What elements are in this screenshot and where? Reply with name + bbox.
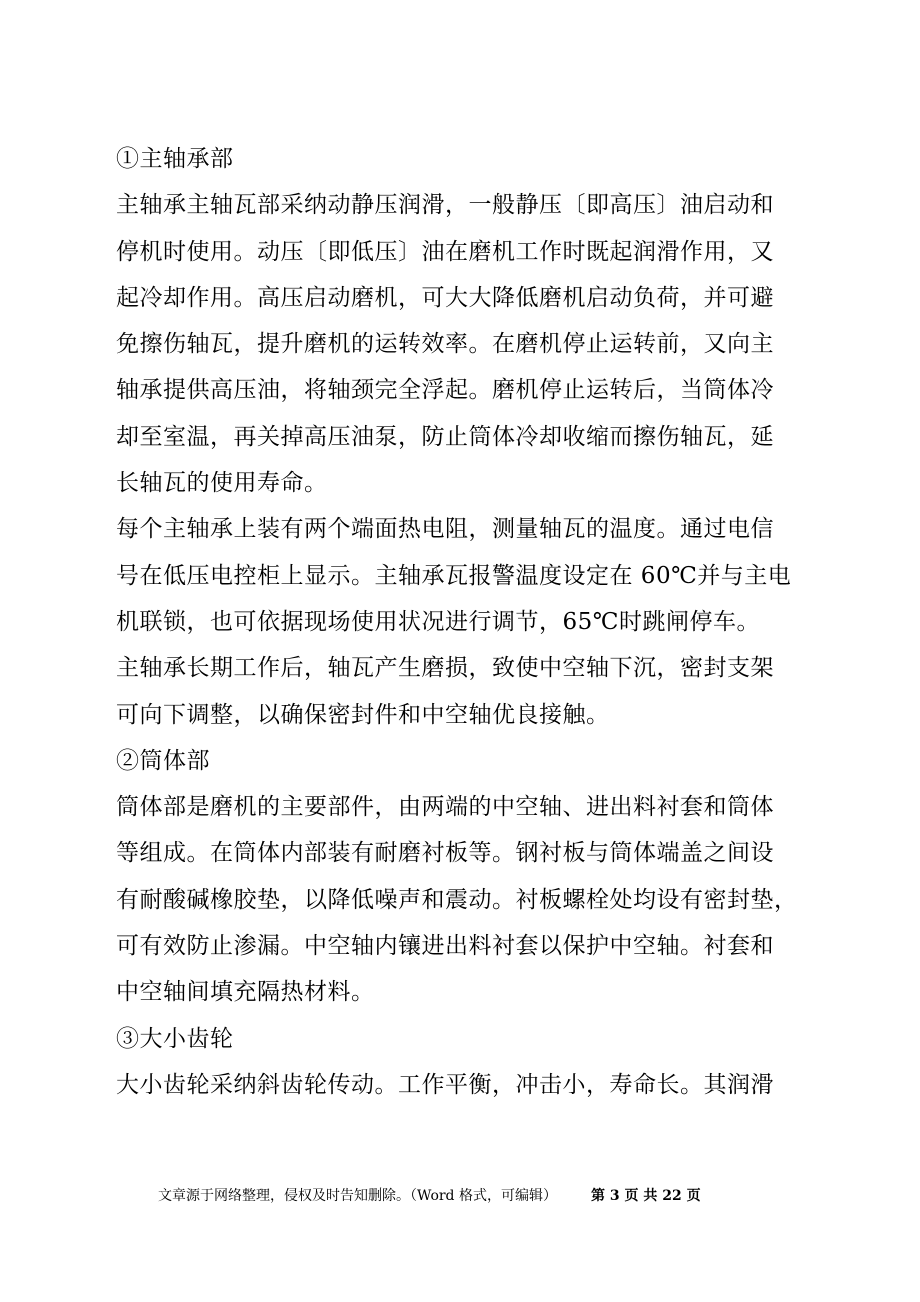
paragraph-line: 却至室温，再关掉高压油泵，防止筒体冷却收缩而擦伤轴瓦，延 bbox=[116, 423, 774, 450]
paragraph-line: 号在低压电控柜上显示。主轴承瓦报警温度设定在 60℃并与主电 bbox=[116, 562, 792, 589]
footer-note: 文章源于网络整理，侵权及时告知删除。（Word 格式，可编辑） bbox=[158, 1188, 557, 1204]
paragraph-line: 中空轴间填充隔热材料。 bbox=[116, 979, 375, 1006]
section-heading-main-bearing: ①主轴承部 bbox=[116, 146, 234, 172]
paragraph-line: 可有效防止渗漏。中空轴内镶进出料衬套以保护中空轴。衬套和 bbox=[116, 933, 774, 960]
document-body bbox=[116, 136, 816, 1108]
paragraph-line: 等组成。在筒体内部装有耐磨衬板等。钢衬板与筒体端盖之间设 bbox=[116, 840, 774, 867]
paragraph-line: 大小齿轮采纳斜齿轮传动。工作平衡，冲击小，寿命长。其润滑 bbox=[116, 1071, 774, 1098]
paragraph-line: 轴承提供高压油，将轴颈完全浮起。磨机停止运转后，当筒体冷 bbox=[116, 377, 774, 404]
page-footer bbox=[158, 1186, 701, 1206]
paragraph-line: 机联锁，也可依据现场使用状况进行调节，65℃时跳闸停车。 bbox=[116, 608, 760, 635]
paragraph-line: 停机时使用。动压〔即低压〕油在磨机工作时既起润滑作用，又 bbox=[116, 238, 774, 265]
paragraph-line: 长轴瓦的使用寿命。 bbox=[116, 470, 328, 497]
paragraph-line: 主轴承长期工作后，轴瓦产生磨损，致使中空轴下沉，密封支架 bbox=[116, 655, 774, 682]
paragraph-line: 有耐酸碱橡胶垫，以降低噪声和震动。衬板螺栓处均设有密封垫， bbox=[116, 886, 798, 913]
paragraph-line: 每个主轴承上装有两个端面热电阻，测量轴瓦的温度。通过电信 bbox=[116, 516, 774, 543]
paragraph-line: 起冷却作用。高压启动磨机，可大大降低磨机启动负荷，并可避 bbox=[116, 284, 774, 311]
paragraph-line: 筒体部是磨机的主要部件，由两端的中空轴、进出料衬套和筒体 bbox=[116, 794, 774, 821]
paragraph-line: 免擦伤轴瓦，提升磨机的运转效率。在磨机停止运转前，又向主 bbox=[116, 331, 774, 358]
paragraph-line: 主轴承主轴瓦部采纳动静压润滑，一般静压〔即高压〕油启动和 bbox=[116, 192, 774, 219]
section-heading-shell: ②筒体部 bbox=[116, 747, 210, 774]
section-heading-gears: ③大小齿轮 bbox=[116, 1025, 234, 1052]
paragraph-line: 可向下调整，以确保密封件和中空轴优良接触。 bbox=[116, 701, 610, 728]
page-number: 第 3 页 共 22 页 bbox=[590, 1188, 701, 1204]
